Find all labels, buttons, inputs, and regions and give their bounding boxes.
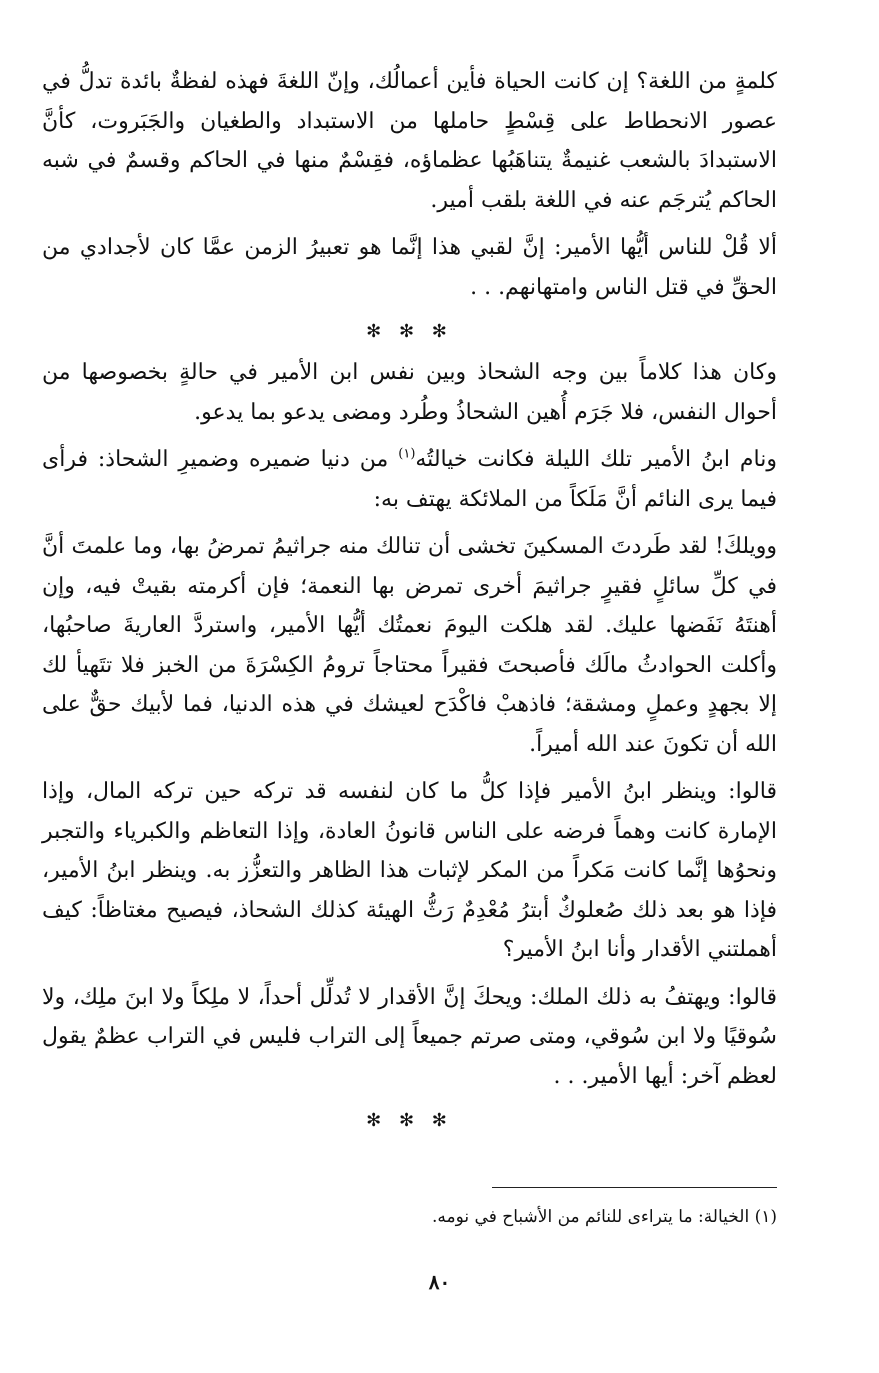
paragraph-2: ألا قُلْ للناس أيُّها الأمير: إنَّ لقبي هذا إنَّما هو تعبيرُ الزمن عمَّا كان لأجدادي من الحقِّ في قتل الناس وامتهانهم. . . xyxy=(42,235,777,300)
footnote: (١) الخيالة: ما يتراءى للنائم من الأشباح في نومه. xyxy=(432,1207,777,1227)
dream-text-before: ونام ابنُ الأمير تلك الليلة فكانت خيالتُه xyxy=(415,447,777,472)
footnote-reference[interactable]: (١) xyxy=(398,446,416,462)
dream-text-after: من دنيا ضميره وضميرِ الشحاذ: فرأى فيما يرى النائم أنَّ مَلَكاً من الملائكة يهتف به: xyxy=(42,447,777,512)
page-number: ٨٠ xyxy=(428,1270,451,1294)
paragraph-dream xyxy=(42,440,777,519)
paragraph-6: قالوا: ويهتفُ به ذلك الملك: ويحكَ إنَّ الأقدار لا تُدلِّل أحداً، لا ملِكاً ولا ابنَ ملِك، ولا سُوقيًا ولا ابن سُوقي، ومتى صرتم جميعاً إلى التراب فليس في التراب عظمٌ يقول لعظم آخر: أيها الأمير. . . xyxy=(42,984,777,1089)
section-separator-end: ✻ ✻ ✻ xyxy=(366,1110,453,1131)
section-separator: ✻ ✻ ✻ xyxy=(366,321,453,342)
paragraph-3: وكان هذا كلاماً بين وجه الشحاذ وبين نفس ابن الأمير في حالةٍ بخصوصها من أحوال النفس، فلا جَرَم أُهين الشحاذُ وطُرد ومضى يدعو بما يدعو. xyxy=(42,360,777,425)
paragraph-1: كلمةٍ من اللغة؟ إن كانت الحياة فأين أعمالُك، وإنّ اللغةَ فهذه لفظةٌ بائدة تدلُّ في عصور الانحطاط على قِسْطٍ حاملها من الاستبداد والطغيان والجَبَروت، كأنَّ الاستبدادَ بالشعب غنيمةٌ يتناهَبُها عظماؤه، فقِسْمٌ منها في الحاكم وقسمٌ في شبه الحاكم يُترجَم عنه في اللغة بلقب أمير. xyxy=(42,69,777,213)
paragraph-5: قالوا: وينظر ابنُ الأمير فإذا كلُّ ما كان لنفسه قد تركه حين تركه المال، وإذا الإمارة كانت وهماً فرضه على الناس قانونُ العادة، وإذا التعاظم والكبرياء والتجبر ونحوُها إنَّما كانت مَكراً من المكر لإثبات هذا الظاهر والتعزُّز به. وينظر ابنُ الأمير، فإذا هو بعد ذلك صُعلوكٌ أبترُ مُعْدِمٌ رَثُّ الهيئة كذلك الشحاذ، فيصيح مغتاظاً: كيف أهملتني الأقدار وأنا ابنُ الأمير؟ xyxy=(42,779,777,962)
footnote-divider xyxy=(492,1187,777,1188)
page-body xyxy=(42,62,777,1142)
paragraph-angel-speech: وويلكَ! لقد طَردتَ المسكينَ تخشى أن تنالك منه جراثيمُ تمرضُ بها، وما علمتَ أنَّ في كلِّ سائلٍ فقيرٍ جراثيمَ أخرى تمرض بها النعمة؛ فإن أكرمته بقيتْ فيه، وإن أهنتَهُ نَفَضها عليك. لقد هلكت اليومَ نعمتُك أيُّها الأمير، واستردَّ العاريةَ صاحبُها، وأكلت الحوادثُ مالَك فأصبحتَ فقيراً محتاجاً ترومُ الكِسْرَةَ من الخبز فلا تتَهيأ لك إلا بجهدٍ وعملٍ ومشقة؛ فاذهبْ فاكْدَح لعيشك في هذه الدنيا، فما لأبيك حقٌّ على الله أن تكونَ عند الله أميراً. xyxy=(42,534,777,757)
